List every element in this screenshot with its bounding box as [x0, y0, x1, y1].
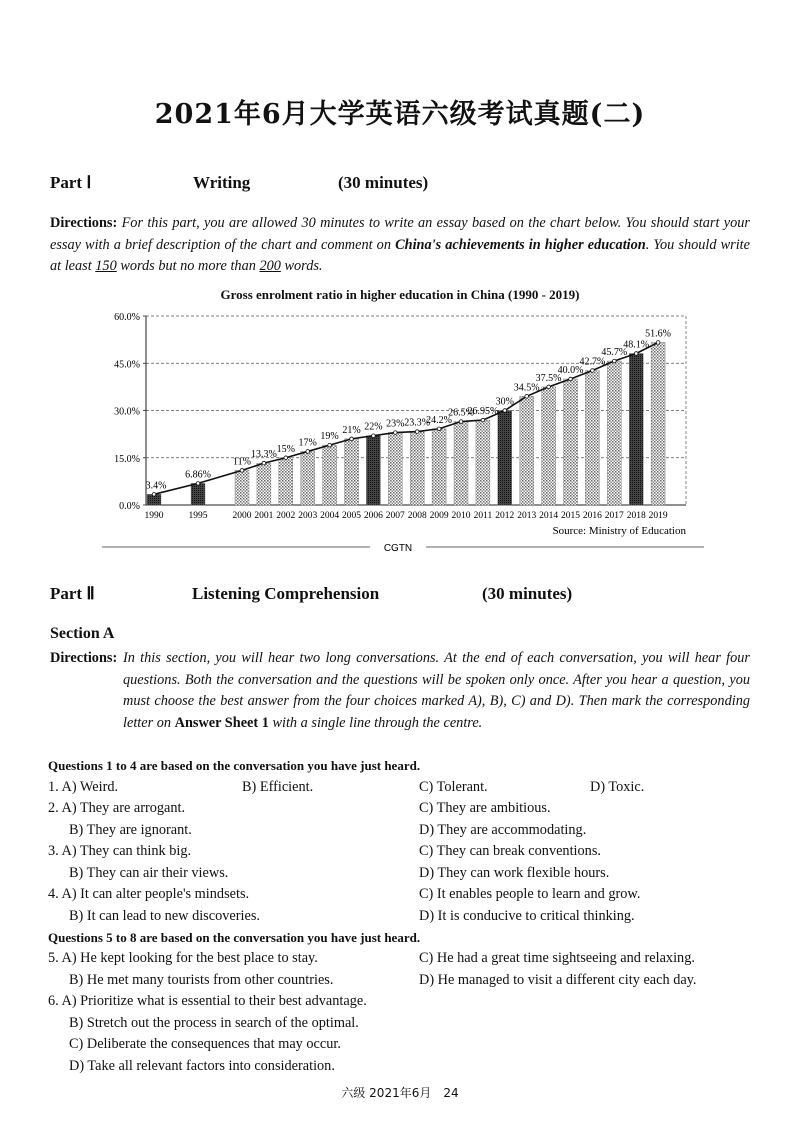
data-point — [613, 359, 617, 363]
q3-option-c: C) They can break conventions. — [419, 843, 601, 859]
data-point — [525, 395, 529, 399]
q3-option-d: D) They can work flexible hours. — [419, 865, 610, 881]
data-point — [372, 434, 376, 438]
q4-option-c: C) It enables people to learn and grow. — [419, 886, 641, 902]
enrolment-chart — [90, 300, 710, 560]
bar — [454, 422, 468, 505]
data-point — [350, 437, 354, 441]
data-label: 51.6% — [645, 328, 672, 340]
x-tick-label: 2011 — [473, 511, 493, 521]
q2-option-b: B) They are ignorant. — [69, 822, 192, 838]
part1-directions — [50, 213, 750, 278]
q4-option-b: B) It can lead to new discoveries. — [69, 908, 260, 924]
part1-time: (30 minutes) — [338, 173, 429, 192]
data-label: 15% — [276, 443, 295, 455]
x-tick-label: 2014 — [539, 511, 559, 521]
questions-heading-1: Questions 1 to 4 are based on the conversation you have just heard. — [48, 758, 421, 773]
data-point — [569, 377, 573, 381]
q1-option-d: D) Toxic. — [590, 779, 645, 795]
data-point — [634, 352, 638, 356]
min-words: 150 — [95, 258, 117, 274]
x-tick-label: 2019 — [648, 511, 668, 521]
directions-text: For this part, you are allowed 30 minutes to write an essay based on the chart below. You should start your essay with a brief description of the chart and comment on — [50, 215, 750, 253]
x-tick-label: 2006 — [363, 511, 383, 521]
x-tick-label: 2005 — [342, 511, 361, 521]
chart-credit: CGTN — [383, 543, 413, 554]
q1-option-b: B) Efficient. — [242, 779, 314, 795]
bar — [607, 361, 621, 505]
data-point — [415, 430, 419, 434]
directions-label: Directions: — [50, 650, 118, 666]
data-point — [656, 341, 660, 345]
x-tick-label: 2001 — [254, 511, 274, 521]
q4-option-a: 4. A) It can alter people's mindsets. — [48, 886, 250, 902]
part1-label: Part Ⅰ — [50, 173, 92, 192]
part1-name: Writing — [193, 173, 251, 192]
data-point — [196, 482, 200, 486]
y-tick-label: 30.0% — [114, 406, 140, 418]
questions-heading-2: Questions 5 to 8 are based on the conversation you have just heard. — [48, 930, 421, 945]
data-label: 11% — [233, 456, 251, 468]
data-label: 22% — [364, 421, 383, 433]
data-label: 17% — [298, 437, 317, 449]
data-point — [437, 427, 441, 431]
data-label: 19% — [320, 431, 339, 443]
x-tick-label: 2017 — [604, 511, 624, 521]
data-label: 45.7% — [601, 347, 628, 359]
x-tick-label: 1990 — [144, 511, 164, 521]
x-tick-label: 2003 — [298, 511, 318, 521]
q5-option-c: C) He had a great time sightseeing and relaxing. — [419, 950, 695, 966]
x-tick-label: 2016 — [582, 511, 602, 521]
bar — [410, 432, 424, 505]
x-tick-label: 2010 — [451, 511, 471, 521]
part2-time: (30 minutes) — [482, 584, 573, 603]
data-label: 26.95% — [467, 406, 499, 418]
directions-text-4: words. — [284, 258, 323, 274]
q2-option-d: D) They are accommodating. — [419, 822, 587, 838]
bar — [564, 379, 578, 505]
x-tick-label: 2012 — [495, 511, 515, 521]
data-label: 24.2% — [426, 414, 453, 426]
x-tick-label: 2004 — [320, 511, 340, 521]
q1-option-a: 1. A) Weird. — [48, 779, 119, 795]
data-label: 48.1% — [623, 339, 650, 351]
data-point — [262, 461, 266, 465]
data-label: 42.7% — [579, 356, 606, 368]
bar — [191, 483, 205, 505]
data-label: 37.5% — [535, 372, 562, 384]
directions-text-2: with a single line through the centre. — [272, 714, 483, 731]
bar — [345, 439, 359, 505]
y-tick-label: 0.0% — [119, 501, 140, 512]
x-tick-label: 2013 — [517, 511, 537, 521]
part2-name: Listening Comprehension — [192, 584, 380, 603]
data-point — [481, 418, 485, 422]
data-label: 6.86% — [185, 469, 211, 481]
bar — [366, 436, 380, 505]
max-words: 200 — [259, 258, 281, 274]
q6-option-a: 6. A) Prioritize what is essential to their best advantage. — [48, 993, 367, 1009]
x-tick-label: 2007 — [385, 511, 405, 521]
data-label: 3.4% — [145, 480, 167, 492]
data-label: 13.3% — [250, 449, 277, 461]
q5-option-a: 5. A) He kept looking for the best place to stay. — [48, 950, 318, 966]
bar — [432, 429, 446, 505]
data-point — [152, 492, 156, 496]
data-label: 30% — [495, 396, 514, 408]
data-label: 21% — [342, 424, 361, 436]
x-tick-label: 2018 — [626, 511, 646, 521]
data-point — [328, 443, 332, 447]
chart-source: Source: Ministry of Education — [552, 525, 686, 537]
x-tick-label: 2000 — [232, 511, 252, 521]
data-point — [503, 409, 507, 413]
bar — [279, 458, 293, 505]
q5-option-d: D) He managed to visit a different city each day. — [419, 972, 697, 988]
q4-option-d: D) It is conducive to critical thinking. — [419, 908, 635, 924]
bar — [498, 411, 512, 506]
part2-label: Part Ⅱ — [50, 584, 95, 603]
q3-option-a: 3. A) They can think big. — [48, 843, 192, 859]
bar — [388, 433, 402, 505]
page-title: 2021年6月大学英语六级考试真题(二) — [154, 99, 646, 130]
bar — [542, 387, 556, 505]
data-point — [591, 369, 595, 373]
x-tick-label: 2015 — [561, 511, 580, 521]
x-tick-label: 2009 — [429, 511, 449, 521]
page-footer: 六级 2021年6月 24 — [341, 1086, 459, 1100]
data-point — [306, 450, 310, 454]
data-label: 34.5% — [513, 382, 540, 394]
y-tick-label: 15.0% — [114, 453, 140, 465]
data-point — [240, 469, 244, 473]
bar — [629, 353, 643, 505]
directions-text: In this section, you will hear two long conversations. At the end of each conversation, you will hear four questions. Both the conversation and the questions will be spoken only once. After you hear a question, you must choose the best answer from the four choices marked A), B), C) and D). Then mark the corresponding letter on — [123, 650, 750, 731]
data-point — [284, 456, 288, 460]
data-point — [547, 385, 551, 389]
directions-emphasis: China's achievements in higher education — [395, 236, 646, 253]
q2-option-c: C) They are ambitious. — [419, 800, 551, 816]
data-point — [459, 420, 463, 424]
directions-text-3: words but no more than — [120, 258, 256, 274]
q3-option-b: B) They can air their views. — [69, 865, 229, 881]
bar — [520, 396, 534, 505]
chart-title: Gross enrolment ratio in higher education in China (1990 - 2019) — [220, 287, 580, 302]
bar — [476, 420, 490, 505]
data-label: 23% — [386, 418, 405, 430]
x-tick-label: 2008 — [407, 511, 427, 521]
q6-option-b: B) Stretch out the process in search of the optimal. — [69, 1015, 359, 1031]
x-tick-label: 1995 — [188, 511, 208, 521]
directions-text-2: . You should write at least — [50, 236, 750, 274]
data-point — [394, 431, 398, 435]
q2-option-a: 2. A) They are arrogant. — [48, 800, 186, 816]
directions-label: Directions: — [50, 215, 118, 231]
data-label: 40.0% — [557, 365, 584, 376]
data-label: 23.3% — [404, 417, 431, 429]
bar — [301, 451, 315, 505]
bar — [323, 445, 337, 505]
q6-option-d: D) Take all relevant factors into consideration. — [69, 1058, 335, 1074]
q1-option-c: C) Tolerant. — [419, 779, 488, 795]
section-a-title: Section A — [50, 625, 115, 642]
q6-option-c: C) Deliberate the consequences that may occur. — [69, 1036, 341, 1052]
y-tick-label: 45.0% — [114, 359, 140, 371]
data-label: 26.5% — [448, 407, 474, 419]
directions-body — [123, 648, 750, 734]
answer-sheet-ref: Answer Sheet 1 — [174, 714, 269, 731]
bar — [257, 463, 271, 505]
x-tick-label: 2002 — [276, 511, 296, 521]
y-tick-label: 60.0% — [114, 312, 140, 323]
q5-option-b: B) He met many tourists from other countries. — [69, 972, 334, 988]
bar — [585, 370, 599, 505]
bar — [651, 342, 665, 505]
bar — [235, 470, 249, 505]
